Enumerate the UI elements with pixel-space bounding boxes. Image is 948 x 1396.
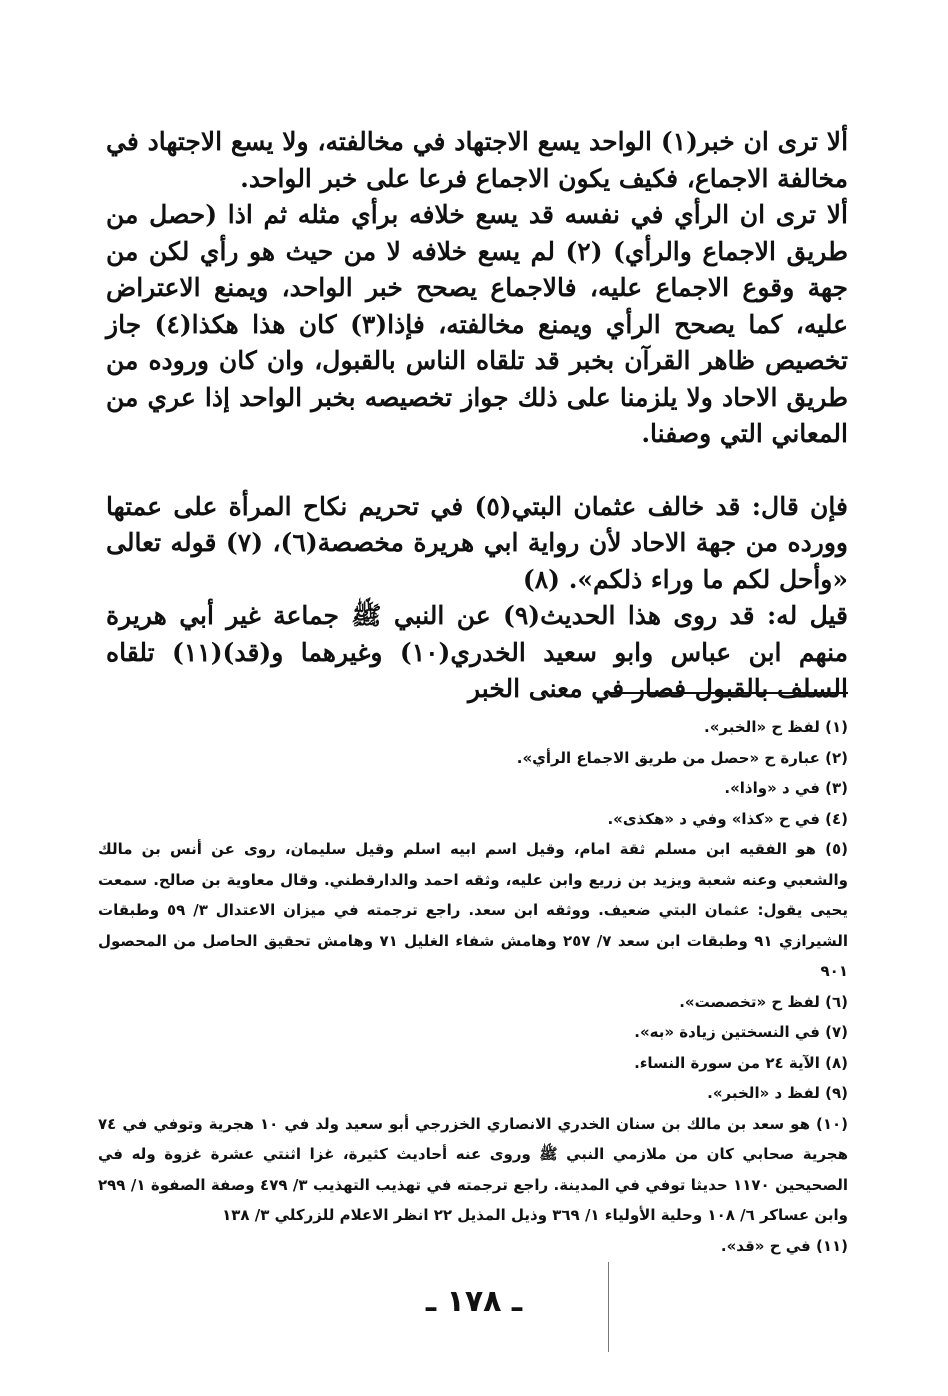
footnote-8: (٨) الآية ٢٤ من سورة النساء.: [634, 1053, 848, 1072]
footnote-3: (٣) في د «واذا».: [724, 779, 848, 797]
footnote-4: (٤) في ح «كذا» وفي د «هكذى».: [607, 809, 848, 828]
footnote-9: (٩) لفظ د «الخبر».: [707, 1084, 848, 1102]
paragraph-3: فإن قال: قد خالف عثمان البتي(٥) في تحريم نكاح المرأة على عمتها وورده من جهة الاحاد لأن رواية ابي هريرة مخصصة(٦)، (٧) قوله تعالى «وأحل لكم ما وراء ذلكم». (٨): [106, 491, 848, 594]
page-number: ـ ١٧٨ ـ: [425, 1284, 523, 1319]
footnote-1: (١) لفظ ح «الخبر».: [704, 718, 848, 736]
footnote-6: (٦) لفظ ح «تخصصت».: [679, 992, 848, 1011]
footnote-10: (١٠) هو سعد بن مالك بن سنان الخدري الانصاري الخزرجي أبو سعيد ولد في ١٠ هجرية وتوفي في ٧٤ هجرية صحابي كان من ملازمي النبي ﷺ وروى عنه أحاديث كثيرة، غزا اثنتي عشرة غزوة وله في الصحيحين ١١٧٠ حديثا توفي في المدينة. راجع ترجمته في تهذيب التهذيب ٣/ ٤٧٩ وصفة الصفوة ١/ ٢٩٩ وابن عساكر ٦/ ١٠٨ وحلية الأولياء ١/ ٣٦٩ وذيل المذيل ٢٢ انظر الاعلام للزركلي ٣/ ١٣٨: [98, 1114, 849, 1224]
main-text: [106, 124, 848, 708]
footnote-2: (٢) عبارة ح «حصل من طريق الاجماع الرأي».: [516, 748, 848, 767]
footnote-separator: [608, 692, 848, 694]
paragraph-gap: [106, 453, 848, 489]
footnote-5: (٥) هو الفقيه ابن مسلم ثقة امام، وقيل اسم ابيه اسلم وقيل سليمان، روى عن أنس بن مالك والشعبي وعنه شعبة ويزيد بن زريع وابن عليه، وثقه احمد والدارقطني. وقال معاوية بن صالح. سمعت يحيى يقول: عثمان البتي ضعيف. ووثقه ابن سعد. راجع ترجمته في ميزان الاعتدال ٣/ ٥٩ وطبقات الشيرازي ٩١ وطبقات ابن سعد ٧/ ٢٥٧ وهامش شفاء الغليل ٧١ وهامش تحقيق الحاصل من المحصول ٩٠١: [98, 840, 849, 980]
paragraph-1: ألا ترى ان خبر(١) الواحد يسع الاجتهاد في مخالفته، ولا يسع الاجتهاد في مخالفة الاجماع، فكيف يكون الاجماع فرعا على خبر الواحد.: [106, 127, 849, 193]
footnote-11: (١١) في ح «قد».: [720, 1236, 848, 1255]
paragraph-2: ألا ترى ان الرأي في نفسه قد يسع خلافه برأي مثله ثم اذا (حصل من طريق الاجماع والرأي) (٢) لم يسع خلافه لا من حيث هو رأي لكن من جهة وقوع الاجماع عليه، فالاجماع يصحح خبر الواحد، ويمنع الاعتراض عليه، كما يصحح الرأي ويمنع مخالفته، فإذا(٣) كان هذا هكذا(٤) جاز تخصيص ظاهر القرآن بخبر قد تلقاه الناس بالقبول، وان كان وروده من طريق الاحاد ولا يلزمنا على ذلك جواز تخصيصه بخبر الواحد إذا عري من المعاني التي وصفنا.: [106, 200, 848, 448]
footnote-7: (٧) في النسختين زيادة «به».: [634, 1023, 848, 1041]
paragraph-4: قيل له: قد روى هذا الحديث(٩) عن النبي ﷺ جماعة غير أبي هريرة منهم ابن عباس وابو سعيد الخدري(١٠) وغيرهما و(قد)(١١) تلقاه السلف بالقبول فصار في معنى الخبر: [106, 601, 848, 703]
footnotes: [98, 712, 848, 1261]
